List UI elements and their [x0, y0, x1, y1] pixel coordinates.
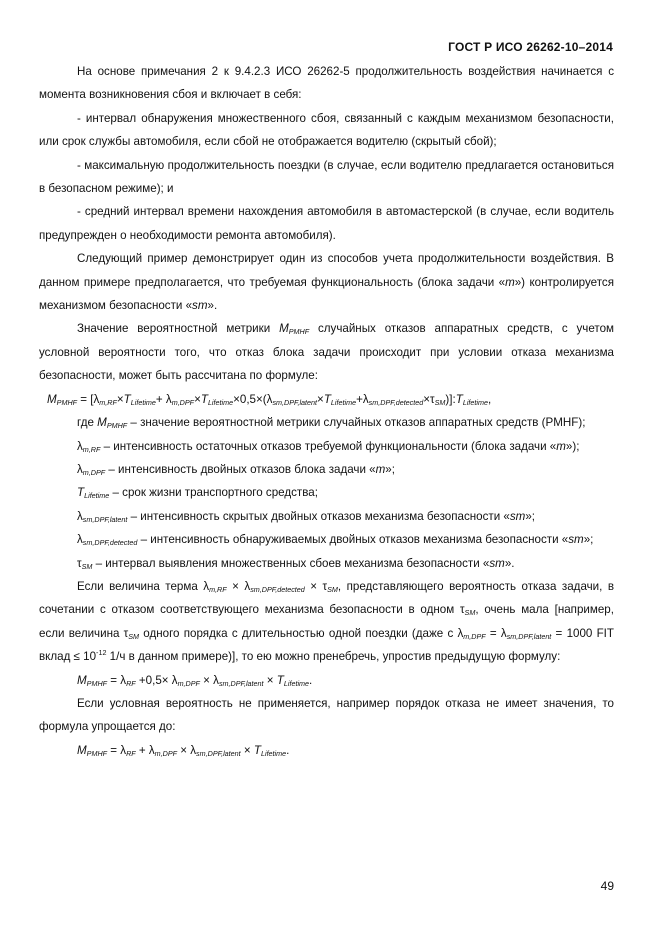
definition-pmhf: где $M_{PMHF}$ – значение вероятностной метрики случайных отказов аппаратных средств (PMHF); — [77, 416, 586, 431]
page-number: 49 — [600, 879, 614, 893]
document-code: ГОСТ Р ИСО 26262-10–2014 — [448, 40, 613, 54]
definition-lambda-m-dpf: $\lambda_{m,DPF}$ – интенсивность двойных отказов блока задачи «m»; — [77, 462, 395, 477]
list-item-max-trip-duration: - максимальную продолжительность поездки (в случае, если водителю предлагается остановиться в безопасном режиме); и — [39, 158, 614, 196]
paragraph-no-conditional-probability: Если условная вероятность не применяется, например порядок отказа не имеет значения, то формула упрощается до: — [39, 696, 614, 734]
definition-tau-sm: $\tau_{SM}$ – интервал выявления множественных сбоев механизма безопасности «sm». — [77, 556, 515, 571]
paragraph-simplification: Если величина терма $\lambda_{m,RF} \times \lambda_{sm,DPF,detected} \times \tau_{SM}$, представляющего вероятность отказа задачи, в сочетании с отказом соответствующего механизма безопасности в одном $\tau_{SM}$, очень мала [например, если величина $\tau_{SM}$ одного порядка с длительностью одной поездки (даже с $\lambda_{m,DPF} = \lambda_{sm,DPF,latent} = 1000$ FIT вклад ≤ $10^{-12}$ 1/ч в данном примере)], то ею можно пренебречь, упростив предыдущую формулу: — [39, 579, 615, 664]
definition-lambda-sm-detected: $\lambda_{sm,DPF,detected}$ – интенсивность обнаруживаемых двойных отказов механизма безопасности «sm»; — [77, 533, 594, 548]
list-item-workshop-interval: - средний интервал времени нахождения автомобиля в автомастерской (в случае, если водитель предупрежден о необходимости ремонта автомобиля). — [39, 205, 614, 242]
page-body — [39, 60, 614, 762]
definition-t-lifetime: $T_{Lifetime}$ – срок жизни транспортного средства; — [77, 486, 318, 501]
paragraph-example: Следующий пример демонстрирует один из способов учета продолжительности воздействия. В данном примере предполагается, что требуемая функциональность (блока задачи «m») контролируется механизмом безопасности «sm». — [39, 252, 614, 313]
paragraph-pmhf-metric: Значение вероятностной метрики $M_{PMHF}$ случайных отказов аппаратных средств, с учетом условной вероятности того, что отказ блока задачи происходит при условии отказа механизма безопасности, может быть рассчитана по формуле: — [39, 322, 614, 383]
definition-lambda-m-rf: $\lambda_{m,RF}$ – интенсивность остаточных отказов требуемой функциональности (блока задачи «m»); — [77, 439, 580, 454]
paragraph-exposure-duration: На основе примечания 2 к 9.4.2.3 ИСО 26262-5 продолжительность воздействия начинается с момента возникновения сбоя и включает в себя: — [39, 65, 614, 102]
definition-lambda-sm-latent: $\lambda_{sm,DPF,latent}$ – интенсивность скрытых двойных отказов механизма безопасности «sm»; — [77, 509, 536, 524]
formula-pmhf-simplified: $M_{PMHF} = \lambda_{RF} +0,5\times \lambda_{m,DPF} \times \lambda_{sm,DPF,latent} \times T_{Lifetime}$. — [77, 673, 313, 688]
list-item-fault-detection-interval: - интервал обнаружения множественного сбоя, связанный с каждым механизмом безопасности, или срок службы автомобиля, если сбой не отображается водителю (скрытый сбой); — [39, 111, 614, 149]
formula-pmhf-unconditional: $M_{PMHF} = \lambda_{RF} + \lambda_{m,DPF} \times \lambda_{sm,DPF,latent} \times T_{Lifetime}$. — [77, 743, 290, 758]
formula-pmhf-full: $M_{PMHF} = [\lambda_{m,RF}\times T_{Lifetime}+$ $\lambda_{m,DPF}\times T_{Lifetime}\times 0,5\times(\lambda_{sm,DPF,latent}\times T_{Lifetime}+\lambda_{sm,DPF,detected}\times\tau_{SM})]:T_{Lifetime}$, — [47, 392, 492, 407]
